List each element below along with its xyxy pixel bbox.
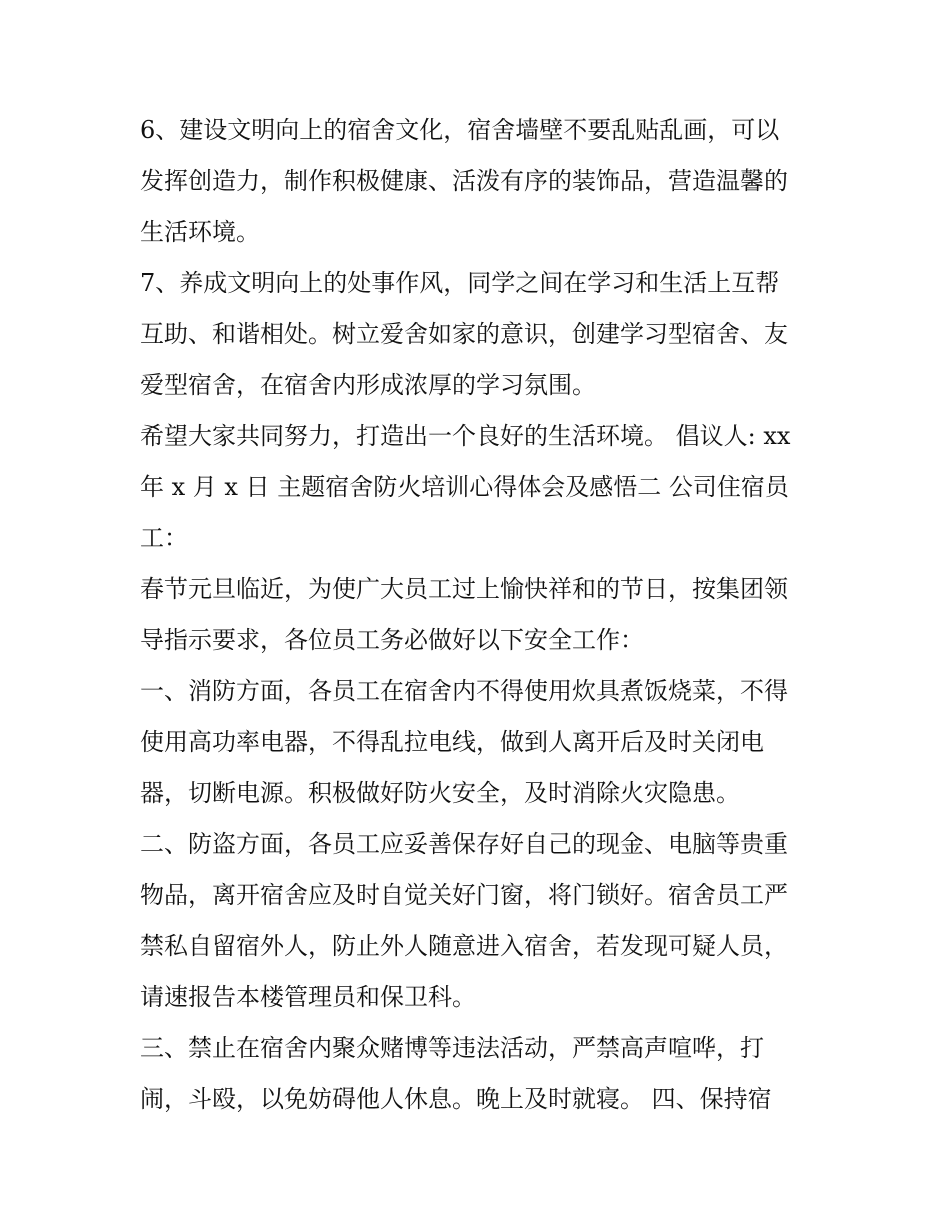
text-line-10: 春节元旦临近，为使广大员工过上愉快祥和的节日，按集团领 [140,575,788,603]
text-line-14: 器，切断电源。积极做好防火安全，及时消除火灾隐患。 [140,779,740,807]
text-line-4: 7、养成文明向上的处事作风，同学之间在学习和生活上互帮 [140,269,780,297]
text-line-12: 一、消防方面，各员工在宿舍内不得使用炊具煮饭烧菜，不得 [140,677,788,705]
text-line-19: 三、禁止在宿舍内聚众赌博等违法活动，严禁高声喧哗，打 [140,1034,764,1062]
text-line-16: 物品，离开宿舍应及时自觉关好门窗，将门锁好。宿舍员工严 [140,881,788,909]
text-line-7: 希望大家共同努力，打造出一个良好的生活环境。 倡议人: xx [140,422,791,450]
text-line-11: 导指示要求，各位员工务必做好以下安全工作： [140,626,644,654]
text-line-13: 使用高功率电器，不得乱拉电线，做到人离开后及时关闭电 [140,728,764,756]
text-line-17: 禁私自留宿外人，防止外人随意进入宿舍，若发现可疑人员， [140,932,788,960]
text-line-18: 请速报告本楼管理员和保卫科。 [140,983,476,1011]
text-line-20: 闹，斗殴，以免妨碍他人休息。晚上及时就寝。 四、保持宿 [140,1085,772,1113]
text-line-8: 年 x 月 x 日 主题宿舍防火培训心得体会及感悟二 公司住宿员 [140,473,789,501]
text-line-6: 爱型宿舍，在宿舍内形成浓厚的学习氛围。 [140,371,596,399]
text-line-15: 二、防盗方面，各员工应妥善保存好自己的现金、电脑等贵重 [140,830,788,858]
text-line-2: 发挥创造力，制作积极健康、活泼有序的装饰品，营造温馨的 [140,167,788,195]
text-line-9: 工： [140,524,188,552]
text-line-1: 6、建设文明向上的宿舍文化，宿舍墙壁不要乱贴乱画，可以 [140,116,780,144]
text-line-5: 互助、和谐相处。树立爱舍如家的意识，创建学习型宿舍、友 [140,320,788,348]
text-line-3: 生活环境。 [140,218,260,246]
